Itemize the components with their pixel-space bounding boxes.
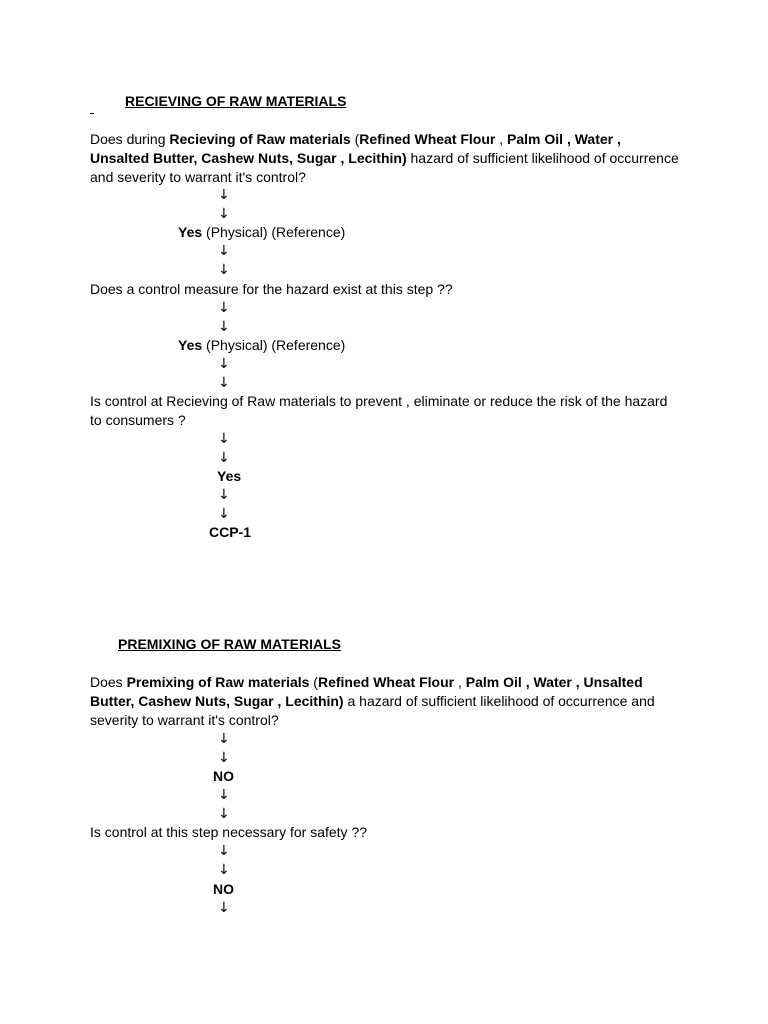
ccp-label: CCP-1 [209, 524, 252, 540]
question-control-measure: Does a control measure for the hazard exist at this step ?? [90, 281, 453, 297]
answer-no: NO [213, 768, 234, 784]
down-arrow-icon: ↓ [218, 262, 230, 278]
down-arrow-icon: ↓ [218, 187, 230, 203]
ingredient-items: Unsalted Butter, Cashew Nuts, Sugar , Lecithin) [90, 150, 407, 166]
down-arrow-icon: ↓ [218, 487, 230, 503]
answer-detail: (Physical) (Reference) [202, 224, 346, 240]
down-arrow-icon: ↓ [218, 243, 230, 259]
answer-no: NO [213, 881, 234, 897]
question-lead: Does during [90, 131, 170, 147]
question-receiving-hazard [90, 130, 680, 187]
down-arrow-icon: ↓ [218, 787, 230, 803]
separator: , [454, 674, 466, 690]
step-name: Recieving of Raw materials [169, 131, 351, 147]
answer-yes: Yes [178, 337, 203, 353]
ingredient-items: Palm Oil , Water , Unsalted Butter, Cashew Nuts, Sugar , Lecithin) [90, 674, 643, 709]
down-arrow-icon: ↓ [218, 206, 230, 222]
answer-no-2 [213, 880, 234, 899]
answer-3 [217, 467, 241, 486]
down-arrow-icon: ↓ [218, 806, 230, 822]
question-lead: Does [90, 674, 127, 690]
answer-detail: (Physical) (Reference) [202, 337, 346, 353]
down-arrow-icon: ↓ [218, 375, 230, 391]
question-control-necessary: Is control at this step necessary for safety ?? [90, 824, 368, 840]
paren-open: ( [309, 674, 318, 690]
paren-open: ( [350, 131, 360, 147]
answer-no-1 [213, 767, 234, 786]
down-arrow-icon: ↓ [218, 843, 230, 859]
down-arrow-icon: ↓ [218, 506, 230, 522]
question-tail: a hazard of sufficient likelihood of occurrence and severity to warrant it's control? [90, 693, 655, 728]
answer-yes: Yes [217, 468, 242, 484]
down-arrow-icon: ↓ [218, 300, 230, 316]
step-name: Premixing of Raw materials [126, 674, 310, 690]
question-premixing-hazard [90, 673, 660, 730]
down-arrow-icon: ↓ [218, 750, 230, 766]
down-arrow-icon: ↓ [218, 431, 230, 447]
ccp-result [209, 523, 251, 542]
section-heading-premixing: PREMIXING OF RAW MATERIALS [118, 636, 341, 652]
answer-1 [178, 223, 345, 242]
question-tail: hazard of sufficient likelihood of occurrence and severity to warrant it's control? [90, 150, 679, 185]
question-control-prevent: Is control at Recieving of Raw materials to prevent , eliminate or reduce the risk of the hazard to consumers ? [90, 393, 668, 428]
down-arrow-icon: ↓ [218, 450, 230, 466]
answer-yes: Yes [178, 224, 203, 240]
ingredient-items: Palm Oil , Water , [507, 131, 621, 147]
section-heading-receiving: RECIEVING OF RAW MATERIALS [125, 93, 347, 109]
ingredient-item: Refined Wheat Flour [317, 674, 455, 690]
separator: , [495, 131, 508, 147]
down-arrow-icon: ↓ [218, 900, 230, 916]
stray-mark [90, 113, 94, 114]
answer-2 [178, 336, 345, 355]
down-arrow-icon: ↓ [218, 731, 230, 747]
down-arrow-icon: ↓ [218, 319, 230, 335]
ingredient-item: Refined Wheat Flour [359, 131, 496, 147]
down-arrow-icon: ↓ [218, 356, 230, 372]
down-arrow-icon: ↓ [218, 862, 230, 878]
